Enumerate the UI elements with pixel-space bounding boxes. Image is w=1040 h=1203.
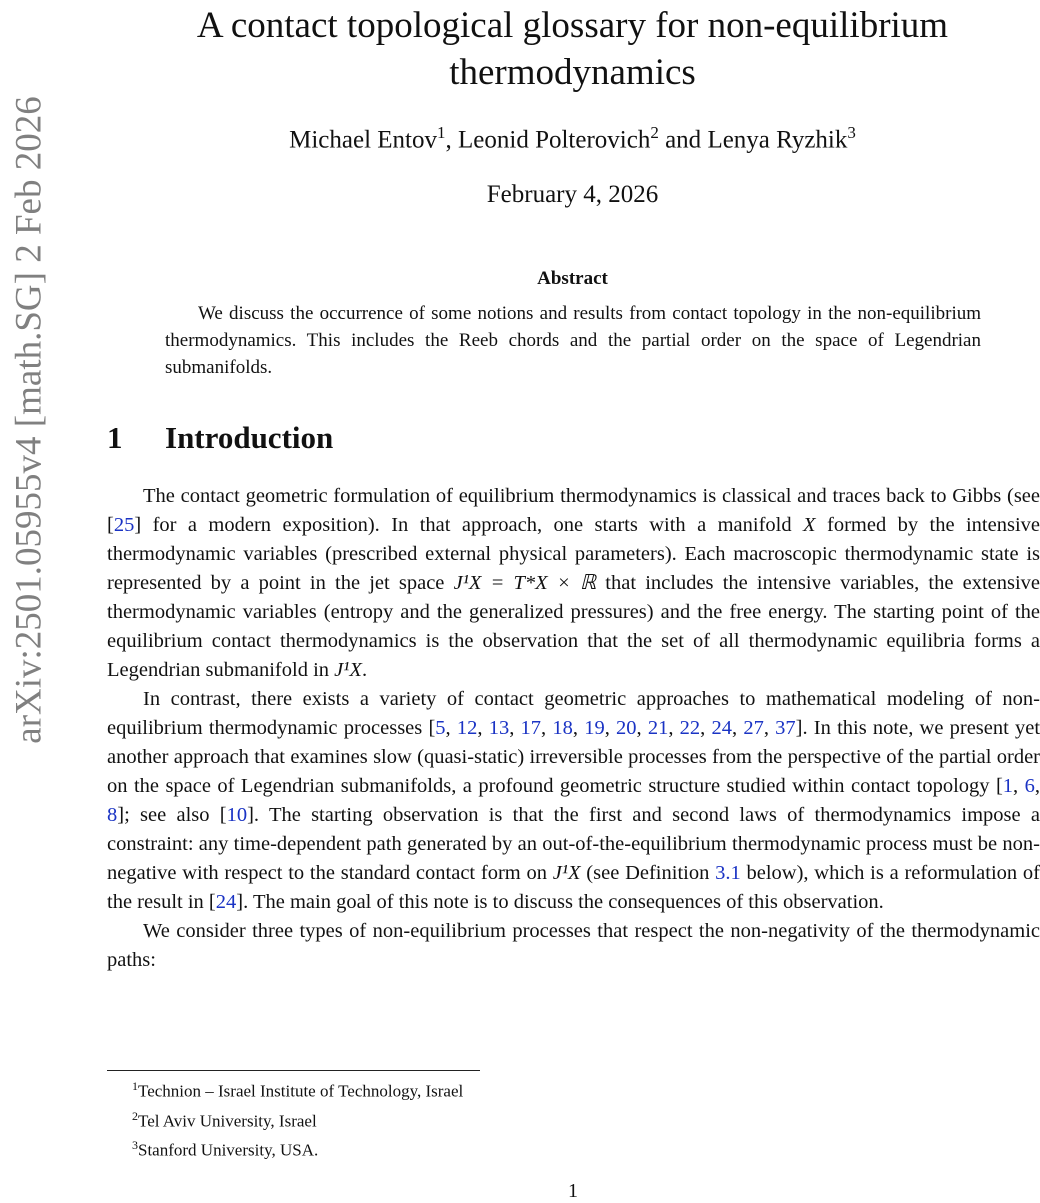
text-run: below), which is a reformulation of the result in [ — [107, 862, 1040, 913]
text-run: In contrast, there exists a variety of contact geometric approaches to mathematical modeling of non-equilibrium thermodynamic processes [ — [107, 688, 1040, 739]
footnote — [132, 1074, 463, 1104]
author-2-affil: 2 — [650, 123, 659, 142]
citation-separator: , — [1034, 775, 1040, 797]
math-X: X — [803, 514, 816, 536]
citation-separator: , — [477, 717, 489, 739]
footnotes — [132, 1074, 463, 1163]
citation-link[interactable]: 25 — [113, 514, 135, 536]
citation-link[interactable]: 21 — [647, 717, 669, 739]
author-3-affil: 3 — [847, 123, 856, 142]
citation-separator: , — [445, 717, 457, 739]
author-separator: and — [658, 126, 708, 154]
author-3: Lenya Ryzhik — [707, 126, 848, 154]
arxiv-stamp-text: arXiv:2501.05955v4 [math.SG] 2 Feb 2026 — [8, 96, 50, 744]
citation-group — [435, 717, 795, 739]
citation-link[interactable]: 1 — [1002, 775, 1014, 797]
math-J1X: J¹X — [552, 862, 581, 884]
citation-link[interactable]: 18 — [552, 717, 573, 739]
text-run: ]. In this note, we present yet another approach that examines slow (quasi-static) irreversible processes from the perspective of the partial order on the space of Legendrian submanifolds, a profound geometric structure studied within contact topology [ — [107, 717, 1040, 797]
paragraph-3: We consider three types of non-equilibrium processes that respect the non-negativity of the thermodynamic paths: — [107, 920, 1040, 971]
citation-link[interactable]: 22 — [679, 717, 701, 739]
citation-separator: , — [541, 717, 553, 739]
footnote — [132, 1133, 463, 1163]
citation-link[interactable]: 5 — [435, 717, 446, 739]
text-run: ]. The main goal of this note is to discuss the consequences of this observation. — [236, 891, 884, 913]
citation-link[interactable]: 13 — [488, 717, 510, 739]
title-line-1: A contact topological glossary for non-equilibrium — [196, 5, 949, 46]
citation-link[interactable]: 27 — [743, 717, 764, 739]
text-run: The contact geometric formulation of equilibrium thermodynamics is classical and traces back to Gibbs (see [ — [107, 485, 1040, 536]
abstract-heading: Abstract — [537, 268, 608, 289]
author-separator: , — [445, 126, 458, 154]
section-number: 1 — [107, 420, 123, 455]
text-run: (see Definition — [580, 862, 716, 884]
text-run: ]. The starting observation is that the first and second laws of thermodynamics impose a constraint: any time-dependent path generated by an out-of-the-equilibrium thermodynamic process must be non-negative with respect to the standard contact form on — [107, 804, 1040, 884]
title-line-2: thermodynamics — [449, 52, 696, 93]
citation-separator: , — [763, 717, 776, 739]
citation-link[interactable]: 17 — [520, 717, 542, 739]
citation-separator: , — [604, 717, 617, 739]
citation-separator: , — [668, 717, 680, 739]
section-title: Introduction — [165, 420, 334, 455]
footnote-mark: 3 — [132, 1138, 138, 1153]
author-1-affil: 1 — [437, 123, 446, 142]
text-run: that includes the intensive variables, the extensive thermodynamic variables (entropy and the generalized pressures) and the free energy. The starting point of the equilibrium contact thermodynamics is the observation that the set of all thermodynamic equilibria forms a Legendrian submanifold in — [107, 572, 1040, 681]
definition-link[interactable]: 3.1 — [715, 862, 741, 884]
footnote-mark: 2 — [132, 1108, 138, 1123]
citation-separator: , — [572, 717, 585, 739]
citation-link[interactable]: 10 — [226, 804, 248, 826]
arxiv-stamp — [4, 0, 54, 1200]
footnote-mark: 1 — [132, 1079, 138, 1093]
citation-link[interactable]: 8 — [107, 804, 118, 826]
footnote — [132, 1104, 463, 1134]
text-run: formed by the intensive thermodynamic variables (prescribed external physical parameters). Each macroscopic thermodynamic state is represented by a point in the jet space — [107, 514, 1040, 594]
paper-title — [150, 2, 995, 96]
paper-date: February 4, 2026 — [486, 181, 659, 208]
citation-link[interactable]: 24 — [711, 717, 732, 739]
section-heading — [107, 420, 333, 456]
citation-link[interactable]: 19 — [584, 717, 605, 739]
text-run: ]; see also [ — [117, 804, 227, 826]
citation-link[interactable]: 12 — [456, 717, 478, 739]
author-list — [150, 123, 995, 154]
paragraph-1 — [107, 482, 1040, 685]
body-text — [107, 482, 1040, 975]
abstract-text: We discuss the occurrence of some notions and results from contact topology in the non-equilibrium thermodynamics. This includes the Reeb chords and the partial order on the space of Legendrian submanifolds. — [165, 303, 981, 378]
author-1: Michael Entov — [289, 126, 437, 154]
footnote-text: Stanford University, USA. — [138, 1140, 319, 1160]
footnote-text: Technion – Israel Institute of Technology, Israel — [138, 1081, 464, 1101]
page-number: 1 — [568, 1180, 578, 1202]
citation-link[interactable]: 24 — [215, 891, 237, 913]
citation-separator: , — [700, 717, 712, 739]
citation-link[interactable]: 6 — [1024, 775, 1035, 797]
math-jet-space: J¹X = T*X × ℝ — [453, 572, 597, 594]
author-2: Leonid Polterovich — [458, 126, 651, 154]
math-J1X: J¹X — [334, 659, 362, 681]
citation-separator: , — [636, 717, 648, 739]
citation-link[interactable]: 20 — [616, 717, 637, 739]
citation-link[interactable]: 37 — [775, 717, 796, 739]
citation-separator: , — [509, 717, 521, 739]
paragraph-2 — [107, 685, 1040, 917]
footnote-text: Tel Aviv University, Israel — [138, 1111, 317, 1131]
footnote-rule — [107, 1070, 480, 1071]
text-run: ] for a modern exposition). In that approach, one starts with a manifold — [134, 514, 804, 536]
citation-separator: , — [1013, 775, 1025, 797]
text-run: . — [361, 659, 368, 681]
citation-separator: , — [732, 717, 744, 739]
